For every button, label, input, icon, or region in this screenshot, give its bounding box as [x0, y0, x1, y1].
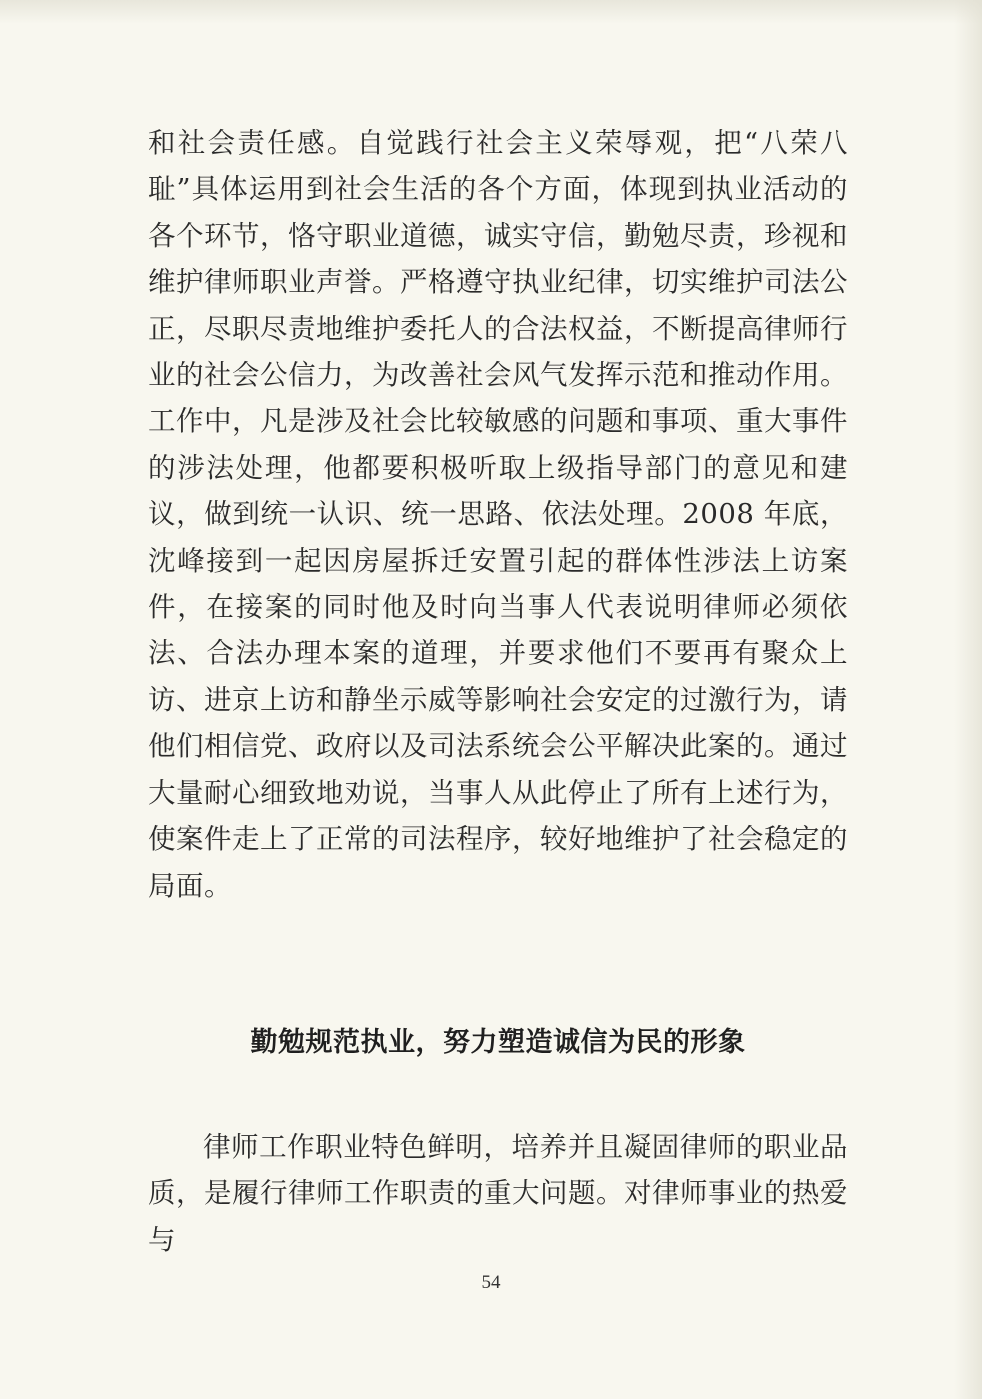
page-top-shadow	[0, 0, 982, 24]
body-paragraph-2: 律师工作职业特色鲜明，培养并且凝固律师的职业品质，是履行律师工作职责的重大问题。对律师事业的热爱与	[148, 1131, 848, 1256]
page-number: 54	[481, 1272, 501, 1293]
page-edge-shadow	[954, 0, 982, 1399]
section-heading: 勤勉规范执业，努力塑造诚信为民的形象	[250, 1027, 746, 1058]
body-paragraph-1: 和社会责任感。自觉践行社会主义荣辱观，把“八荣八耻”具体运用到社会生活的各个方面，体现到执业活动的各个环节，恪守职业道德，诚实守信，勤勉尽责，珍视和维护律师职业声誉。严格遵守执业纪律，切实维护司法公正，尽职尽责地维护委托人的合法权益，不断提高律师行业的社会公信力，为改善社会风气发挥示范和推动作用。工作中，凡是涉及社会比较敏感的问题和事项、重大事件的涉法处理，他都要积极听取上级指导部门的意见和建议，做到统一认识、统一思路、依法处理。2008 年底，沈峰接到一起因房屋拆迁安置引起的群体性涉法上访案件，在接案的同时他及时向当事人代表说明律师必须依法、合法办理本案的道理，并要求他们不要再有聚众上访、进京上访和静坐示威等影响社会安定的过激行为，请他们相信党、政府以及司法系统会公平解决此案的。通过大量耐心细致地劝说，当事人从此停止了所有上述行为，使案件走上了正常的司法程序，较好地维护了社会稳定的局面。	[148, 127, 848, 902]
